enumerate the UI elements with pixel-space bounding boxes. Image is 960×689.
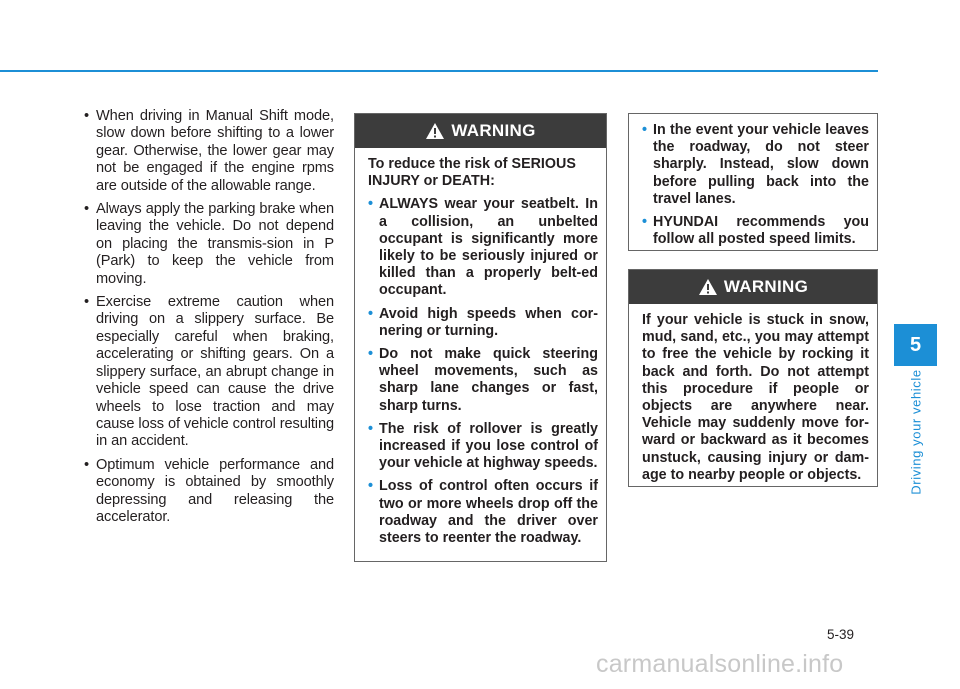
warning-list [642,122,869,248]
warning-triangle-icon [698,278,718,296]
list-item: • Optimum vehicle performance and economy is obtained by smoothly depressing and releasing the accelerator. [84,456,334,525]
list-item: • Do not make quick steering wheel movements, such as sharp lane changes or fast, sharp turns. [368,346,598,414]
list-item: • The risk of rollover is greatly increased if you lose control of your vehicle at highway speeds. [368,420,598,472]
list-item: • Loss of control often occurs if two or more wheels drop off the roadway and the driver over steers to reenter the roadway. [368,478,598,547]
chapter-label: Driving your vehicle [908,369,924,495]
list-item: • Avoid high speeds when cor-nering or turning. [368,305,598,339]
warning-triangle-icon [425,122,445,140]
list-item: • Always apply the parking brake when leaving the vehicle. Do not depend on placing the transmis-sion in P (Park) to keep the vehicle from moving. [84,201,334,287]
chapter-tab [894,324,937,366]
warning-box-seatbelt [354,113,607,562]
list-item: • When driving in Manual Shift mode, slow down before shifting to a lower gear. Otherwise, the lower gear may not be engaged if the engine rpms are outside of the allowable range. [84,108,334,194]
left-column [80,108,334,532]
page-number: 5-39 [827,627,855,642]
warning-title: WARNING [723,277,809,296]
top-rule [0,70,878,72]
chapter-number: 5 [909,333,922,356]
list-item: • ALWAYS wear your seatbelt. In a collision, an unbelted occupant is significantly more likely to be seriously injured or killed than a properly belt-ed occupant. [368,196,598,299]
warning-lead: To reduce the risk of SERIOUS INJURY or DEATH: [368,156,576,190]
watermark: carmanualsonline.info [596,650,844,678]
warning-header [355,114,606,148]
caution-list [80,108,334,526]
warning-title: WARNING [451,121,536,140]
list-item: • In the event your vehicle leaves the roadway, do not steer sharply. Instead, slow down before pulling back into the travel lanes. [642,122,869,207]
warning-header [629,270,877,304]
warning-body [629,304,877,492]
warning-body [355,148,606,561]
warning-box-continued [628,113,878,251]
warning-body [629,114,877,262]
list-item: • HYUNDAI recommends you follow all posted speed limits. [642,214,869,248]
warning-text: If your vehicle is stuck in snow, mud, sand, etc., you may attempt to free the vehicle by rocking it back and forth. Do not attempt this procedure if people or objects are anywhere near. Vehicle may suddenly move for-ward or backward as it becomes unstuck, causing injury or dam-age to nearby people or objects. [642,312,869,483]
warning-box-stuck [628,269,878,487]
list-item: • Exercise extreme caution when driving on a slippery surface. Be especially careful when braking, accelerating or shifting gears. On a slippery surface, an abrupt change in vehicle speed can cause the drive wheels to lose traction and may cause loss of vehicle control resulting in an accident. [84,294,334,450]
warning-list [368,196,598,547]
